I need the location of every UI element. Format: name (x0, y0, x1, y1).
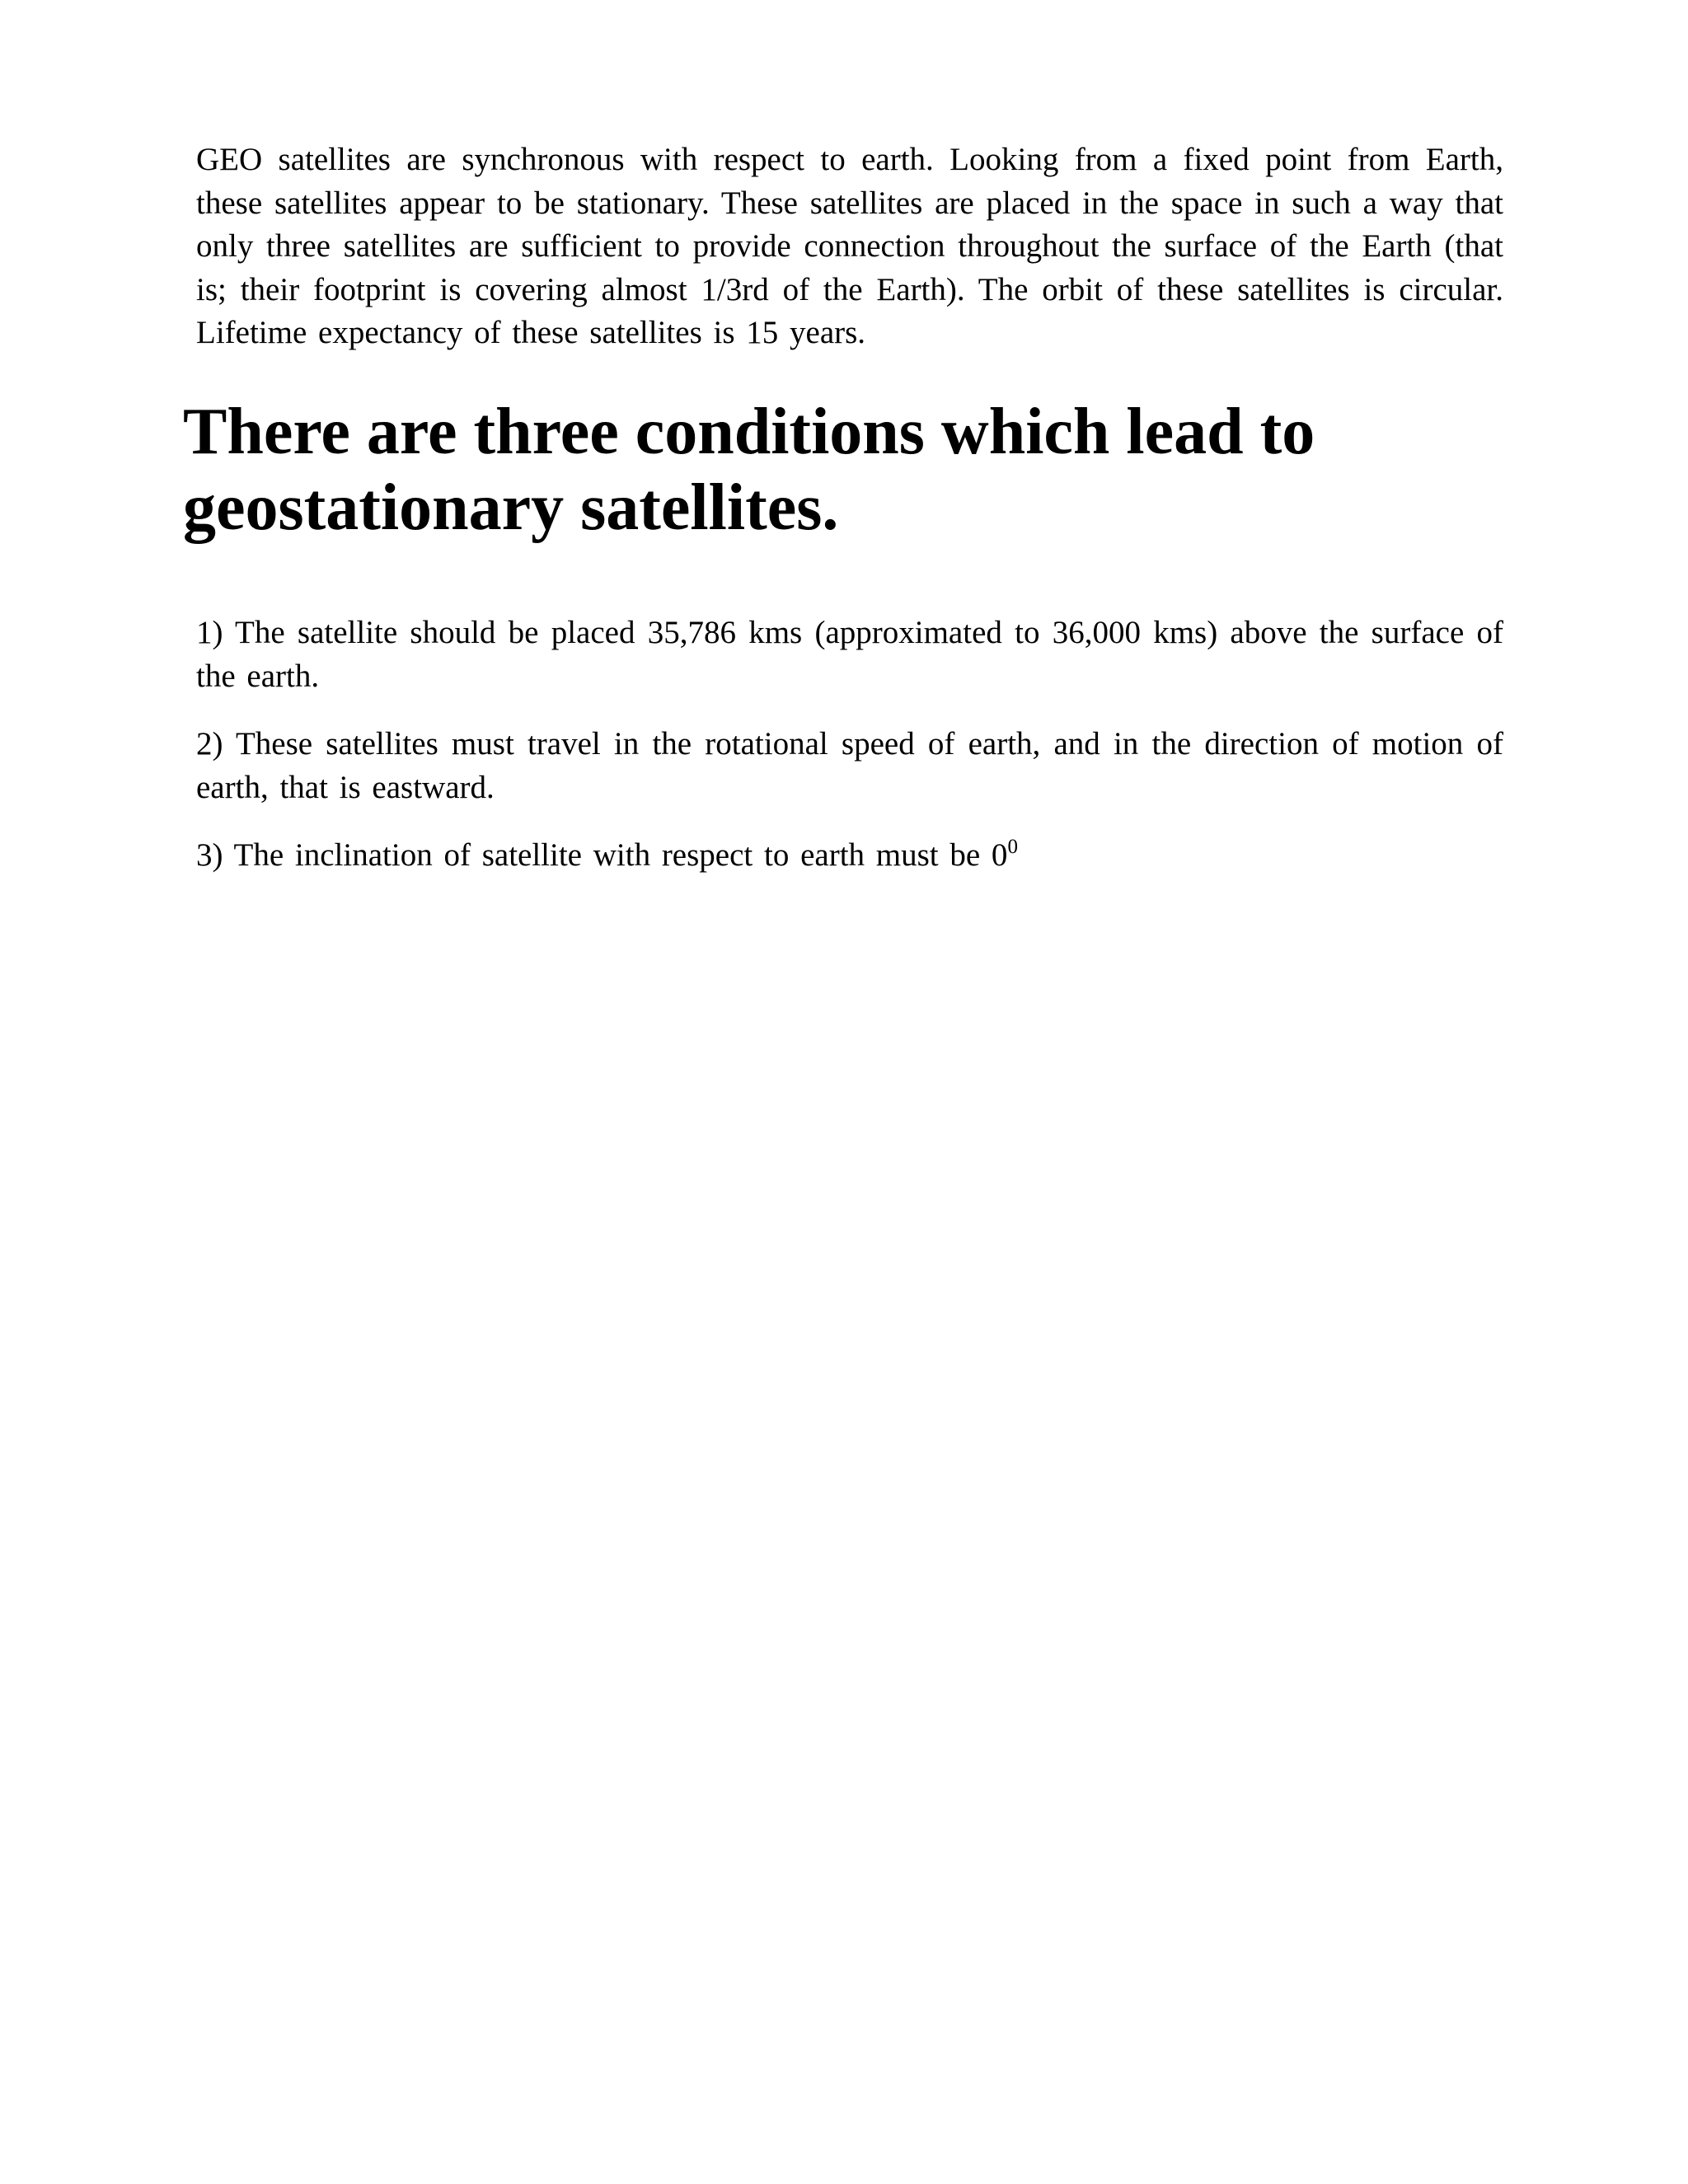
condition-item-1 (196, 612, 1503, 698)
section-heading: There are three conditions which lead to geostationary satellites. (183, 396, 1315, 544)
intro-paragraph: GEO satellites are synchronous with respect to earth. Looking from a fixed point from Earth, these satellites appear to be stationary. These satellites are placed in the space in such a way that only three satellites are sufficient to provide connection throughout the surface of the Earth (that is; their footprint is covering almost 1/3rd of the Earth). The orbit of these satellites is circular. Lifetime expectancy of these satellites is 15 years. (196, 142, 1503, 350)
degree-superscript: 0 (1007, 836, 1018, 858)
condition-text-3: 3) The inclination of satellite with respect to earth must be 0 (196, 837, 1008, 873)
condition-text-1: 1) The satellite should be placed 35,786 kms (approximated to 36,000 kms) above the surface of the earth. (196, 615, 1503, 694)
condition-item-3 (196, 834, 1503, 878)
conditions-list (196, 612, 1503, 902)
condition-item-2 (196, 723, 1503, 809)
condition-text-2: 2) These satellites must travel in the rotational speed of earth, and in the direction of motion of earth, that is eastward. (196, 726, 1503, 805)
